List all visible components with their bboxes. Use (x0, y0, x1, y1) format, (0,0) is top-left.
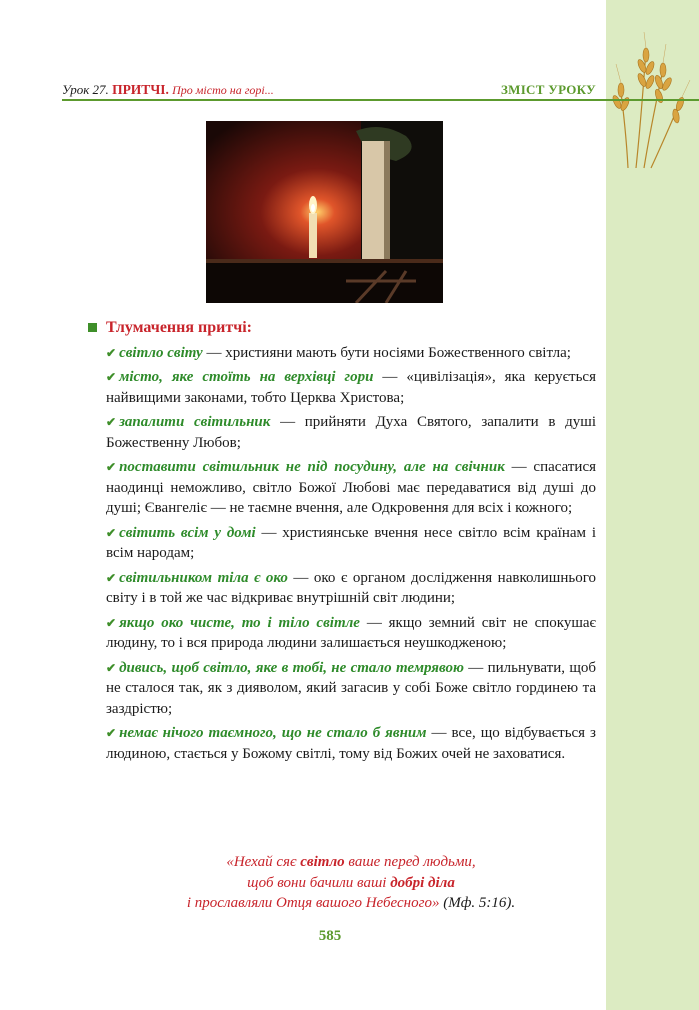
list-item (106, 367, 596, 408)
explanation: — християнське вчення несе світло всім країнам і всім народам; (106, 524, 596, 561)
check-icon: ✔ (106, 615, 117, 630)
page-header (62, 80, 602, 100)
lesson-subtitle: Про місто на горі... (172, 83, 274, 97)
check-icon: ✔ (106, 660, 117, 675)
explanation: — «цивілізація», яка керується найвищими законами, тобто Церква Христова; (106, 369, 596, 406)
term: немає нічого таємного, що не стало б явним (119, 725, 427, 741)
check-icon: ✔ (106, 370, 117, 384)
list-item (106, 412, 596, 453)
section-heading (88, 318, 596, 339)
explanation: — якщо земний світ не спокушає людину, то і вся природа людини залишається неушкодженою; (106, 614, 596, 651)
term: місто, яке стоїть на верхівці гори (119, 369, 374, 385)
list-item (106, 658, 596, 720)
lesson-title: ПРИТЧІ. (112, 82, 169, 97)
quote-text: ваше перед людьми, (344, 854, 476, 870)
list-item (106, 568, 596, 609)
check-icon: ✔ (106, 726, 117, 740)
list-item (106, 613, 596, 654)
term: світильником тіла є око (119, 569, 288, 586)
quote-line-2 (106, 873, 596, 894)
interpretation-section (106, 318, 596, 768)
check-icon: ✔ (106, 415, 117, 429)
list-item (106, 343, 596, 364)
header-left (62, 82, 274, 98)
contents-label[interactable]: ЗМІСТ УРОКУ (500, 82, 596, 97)
term: світить всім у домі (119, 524, 256, 541)
term: якщо око чисте, то і тіло світле (119, 614, 360, 631)
explanation: — все, що відбувається з людиною, стається у Божому світлі, тому від Божих очей не заховатися. (106, 725, 596, 762)
quote-emphasis: добрі діла (390, 874, 455, 891)
term: поставити світильник не під посудину, але на свічник (119, 459, 505, 475)
quote-text: і прославляли Отця вашого Небесного» (186, 895, 440, 911)
explanation: — пильнувати, щоб не сталося так, як з дияволом, який загасив у собі Боже світло гординею та заздрістю; (106, 659, 597, 717)
page-number: 585 (318, 928, 342, 944)
quote-reference: (Мф. 5:16). (439, 895, 516, 911)
check-icon: ✔ (106, 570, 117, 585)
scripture-quote (106, 852, 596, 914)
quote-text: «Нехай сяє (226, 854, 301, 870)
check-icon: ✔ (106, 460, 117, 474)
explanation: — прийняти Духа Святого, запалити в душі Божественну Любов; (106, 414, 596, 451)
quote-line-3 (106, 893, 596, 914)
explanation: — християни мають бути носіями Божественного світла; (202, 344, 571, 361)
list-item (106, 457, 596, 519)
term: запалити світильник (119, 414, 271, 430)
check-icon: ✔ (106, 345, 117, 360)
explanation: — спасатися наодинці неможливо, світло Божої Любові має передаватися від душі до душі; Євангеліє — не таємне вчення, але Одкровення для всіх і кожного; (106, 459, 596, 516)
section-heading-text: Тлумачення притчі: (106, 319, 252, 336)
list-item (106, 523, 596, 564)
quote-text: щоб вони бачили ваші (247, 874, 391, 891)
explanation: — око є органом дослідження навколишнього світу і в той же час відкриває внутрішній світ людини; (106, 569, 596, 606)
header-rule (62, 99, 699, 101)
check-icon: ✔ (106, 525, 117, 540)
quote-line-1 (106, 852, 596, 873)
quote-emphasis: світло (300, 854, 345, 870)
candle-photo (206, 121, 443, 303)
term: дивись, щоб світло, яке в тобі, не стало темрявою (119, 659, 464, 676)
list-item (106, 723, 596, 764)
green-square-icon (88, 323, 97, 332)
term: світло світу (119, 344, 203, 361)
lesson-number: Урок 27. (62, 82, 109, 97)
